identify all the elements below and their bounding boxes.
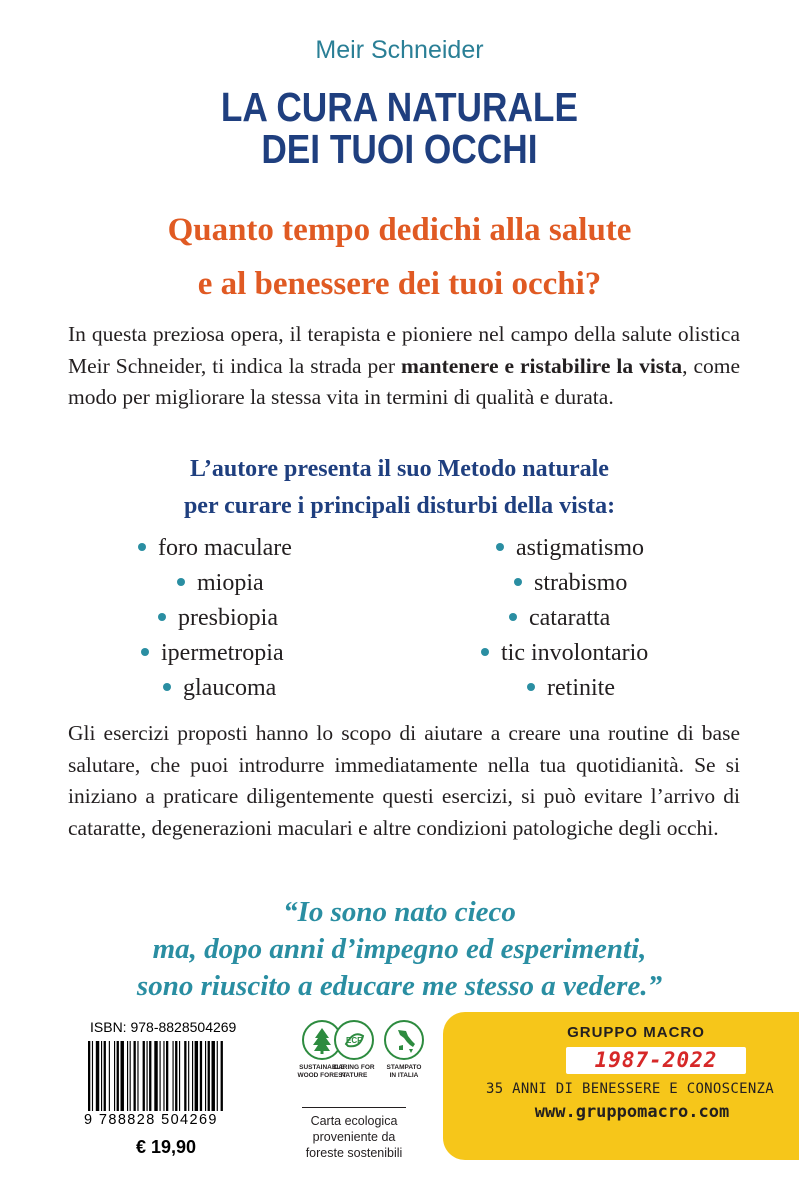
headline	[0, 203, 799, 311]
bullet-icon	[509, 613, 517, 621]
diseases-list-right	[0, 531, 648, 706]
cert-caption: IN ITALIA	[389, 1071, 419, 1079]
list-item	[0, 601, 648, 636]
diseases-heading-line-1: L’autore presenta il suo Metodo naturale	[190, 456, 609, 482]
cert-caption: SUSTAINABLE	[299, 1064, 345, 1071]
bullet-icon	[481, 648, 489, 656]
author-name: Meir Schneider	[315, 36, 484, 64]
ecf-icon	[334, 1020, 374, 1060]
intro-bold-text: mantenere e ristabilire la vista	[400, 353, 683, 378]
italy-icon	[384, 1020, 424, 1060]
list-item-label: cataratta	[529, 605, 611, 631]
intro-paragraph	[68, 319, 740, 414]
list-item-label: foro maculare	[158, 535, 292, 561]
cert-caption: WOOD FOREST	[297, 1071, 347, 1079]
isbn-label: ISBN: 978-8828504269	[90, 1019, 237, 1035]
list-item-label: strabismo	[534, 570, 628, 596]
headline-line-2: e al benessere dei tuoi occhi?	[197, 266, 602, 302]
bullet-icon	[527, 683, 535, 691]
headline-line-1: Quanto tempo dedichi alla salute	[167, 212, 632, 248]
divider	[302, 1107, 406, 1108]
list-item-label: retinite	[547, 675, 615, 701]
eco-line-3: foreste sostenibili	[305, 1146, 403, 1160]
cert-caption: STAMPATO	[386, 1064, 422, 1071]
eco-paper-note	[284, 1113, 424, 1161]
quote-line-1: “Io sono nato cieco	[283, 896, 516, 928]
list-item-label: glaucoma	[183, 675, 277, 701]
list-item	[0, 671, 648, 706]
ecf-badge-text: ECF	[346, 1036, 362, 1045]
cert-printed-italy	[373, 1020, 435, 1079]
book-title-line-2: DEI TUOI OCCHI	[261, 126, 538, 172]
list-item-label: tic involontario	[501, 640, 649, 666]
diseases-heading-line-2: per curare i principali disturbi della vista:	[183, 493, 616, 519]
eco-line-1: Carta ecologica	[310, 1114, 398, 1128]
book-title-line-1: LA CURA NATURALE	[220, 84, 578, 130]
quote-line-2: ma, dopo anni d’impegno ed esperimenti,	[152, 933, 647, 965]
bullet-icon	[514, 578, 522, 586]
barcode	[88, 1041, 264, 1111]
intro-text-start: In questa preziosa opera, il terapista e pioniere nel campo della salute olistica Meir Schneider, ti indica la strada per	[68, 322, 740, 378]
list-item	[0, 566, 648, 601]
intro-text-end: , come modo per migliorare la stessa vita in termini di qualità e durata.	[68, 353, 740, 409]
list-item	[0, 531, 648, 566]
quote-line-3: sono riuscito a educare me stesso a vedere.”	[136, 970, 663, 1002]
list-item-label: astigmatismo	[516, 535, 644, 561]
publisher-name: GRUPPO MACRO	[567, 1024, 705, 1041]
exercises-paragraph: Gli esercizi proposti hanno lo scopo di aiutare a creare una routine di base salutare, che puoi introdurre immediatamente nella tua quotidianità. Se si iniziano a praticare diligentemente questi esercizi, si può evitare l’arrivo di cataratte, degenerazioni maculari e altre condizioni patologiche degli occhi.	[68, 721, 740, 840]
eco-line-2: proveniente da	[312, 1130, 396, 1144]
bullet-icon	[496, 543, 504, 551]
list-item	[0, 636, 648, 671]
barcode-digits: 9 788828 504269	[84, 1112, 218, 1128]
publisher-url[interactable]: www.gruppomacro.com	[534, 1102, 730, 1122]
list-item-label: presbiopia	[178, 605, 278, 631]
price: € 19,90	[136, 1137, 197, 1157]
list-item-label: ipermetropia	[161, 640, 284, 666]
publisher-years: 1987-2022	[566, 1047, 746, 1074]
book-title	[56, 86, 743, 170]
publisher-tagline: 35 ANNI DI BENESSERE E CONOSCENZA	[485, 1081, 775, 1097]
author-quote	[0, 894, 799, 1005]
diseases-heading	[0, 451, 799, 525]
cert-caption: NATURE	[340, 1071, 368, 1079]
list-item-label: miopia	[197, 570, 264, 596]
cert-caption: CARING FOR	[333, 1064, 375, 1071]
